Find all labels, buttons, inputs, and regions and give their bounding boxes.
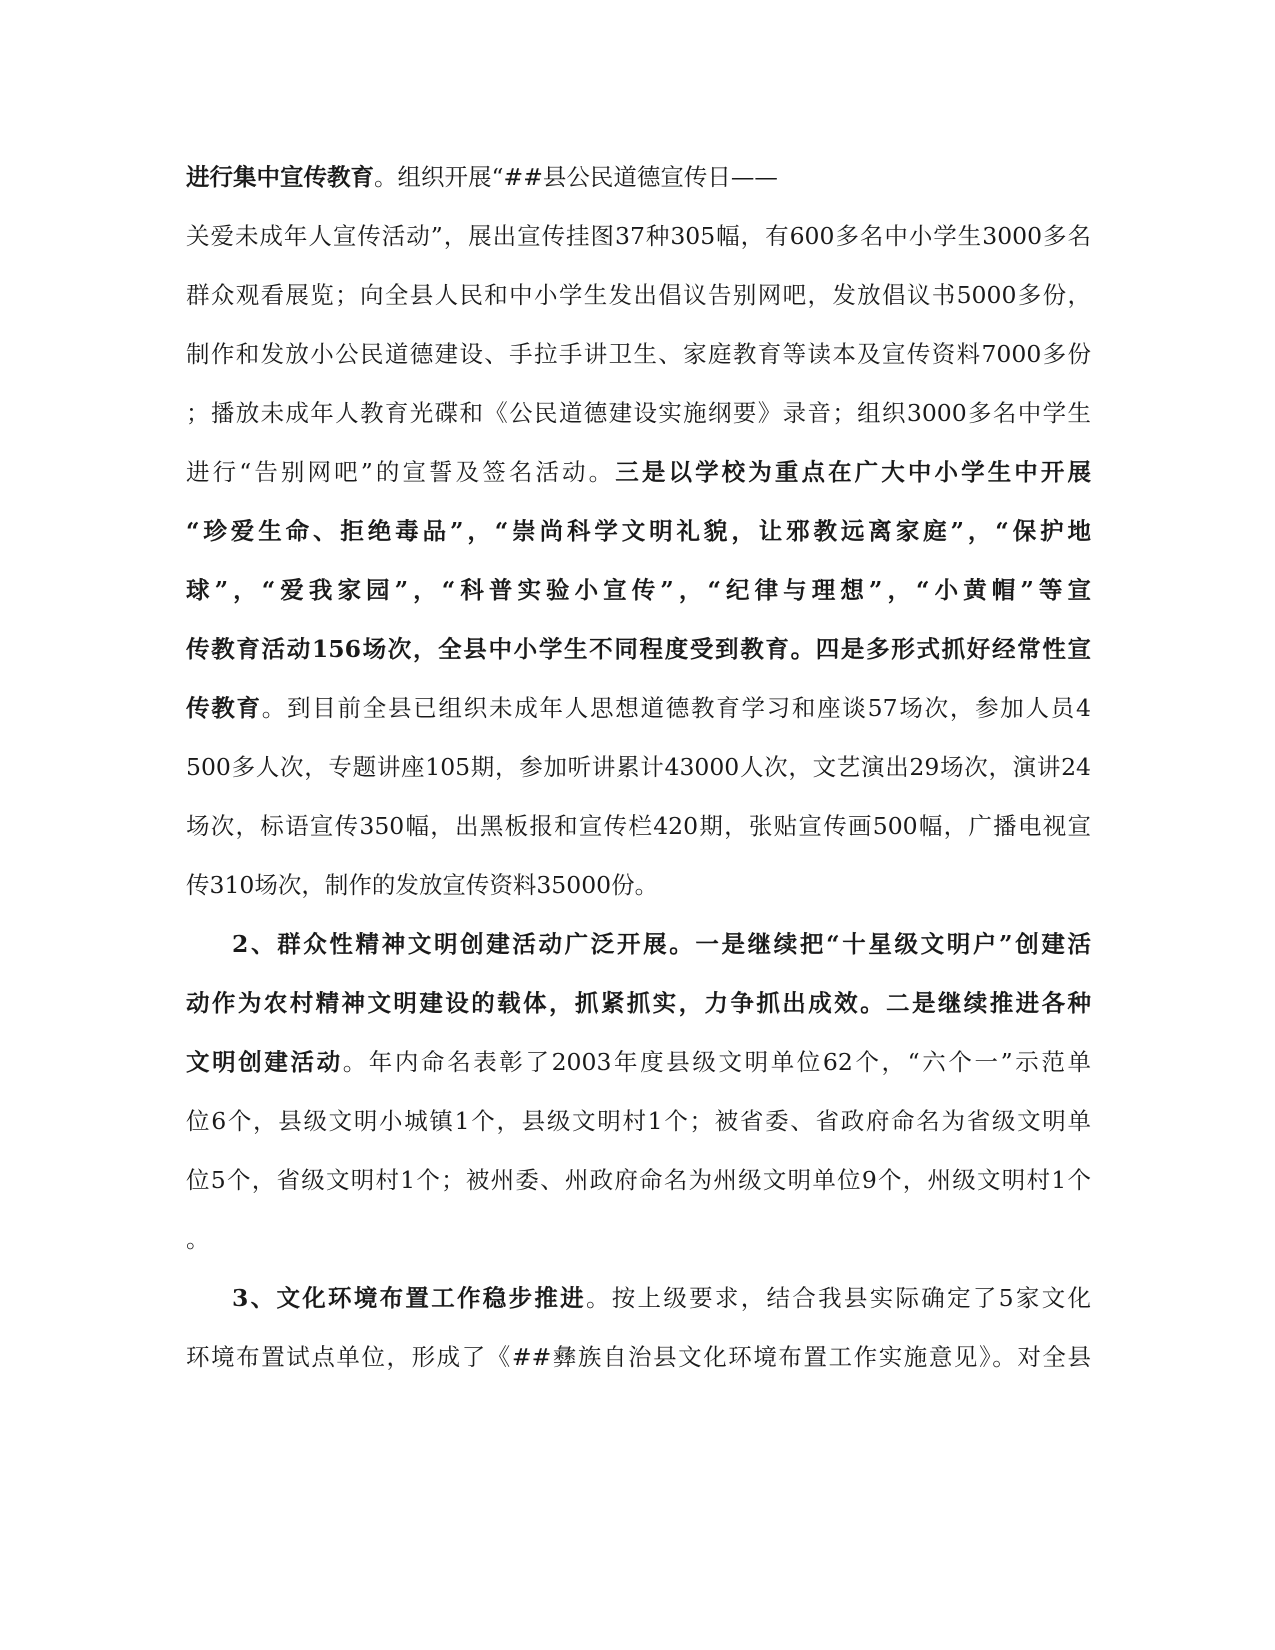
text-line	[186, 325, 1091, 384]
text-line	[186, 797, 1091, 856]
text-line	[186, 443, 1091, 502]
text-span: 动作为农村精神文明建设的载体，抓紧抓实，力争抓出成效。二是继续推进各种	[186, 989, 1091, 1017]
text-line	[186, 1033, 1091, 1092]
text-span: 位5个，省级文明村1个；被州委、州政府命名为州级文明单位9个，州级文明村1个	[186, 1166, 1091, 1194]
text-span: 。到目前全县已组织未成年人思想道德教育学习和座谈57场次，参加人员4	[261, 694, 1092, 722]
text-line	[186, 620, 1091, 679]
text-span: 三是以学校为重点在广大中小学生中开展	[615, 458, 1091, 486]
text-line	[186, 679, 1091, 738]
text-span: 群众观看展览；向全县人民和中小学生发出倡议告别网吧，发放倡议书5000多份，	[186, 281, 1091, 309]
text-span: 制作和发放小公民道德建设、手拉手讲卫生、家庭教育等读本及宣传资料7000多份	[186, 340, 1091, 368]
text-line	[186, 856, 1091, 915]
text-span: 。组织开展“##县公民道德宣传日——	[374, 163, 778, 191]
text-span: 3、文化环境布置工作稳步推进	[232, 1284, 586, 1312]
text-line	[186, 1151, 1091, 1210]
text-span: 。	[186, 1225, 210, 1253]
text-line	[186, 974, 1091, 1033]
text-span: 场次，标语宣传350幅，出黑板报和宣传栏420期，张贴宣传画500幅，广播电视宣	[186, 812, 1091, 840]
text-line	[186, 738, 1091, 797]
text-line	[186, 384, 1091, 443]
paragraph-2-heading-line	[186, 915, 1091, 974]
text-span: “珍爱生命、拒绝毒品”，“崇尚科学文明礼貌，让邪教远离家庭”，“保护地	[186, 517, 1091, 545]
text-span: 位6个，县级文明小城镇1个，县级文明村1个；被省委、省政府命名为省级文明单	[186, 1107, 1091, 1135]
text-span: ；播放未成年人教育光碟和《公民道德建设实施纲要》录音；组织3000多名中学生	[186, 399, 1091, 427]
text-span: 环境布置试点单位，形成了《##彝族自治县文化环境布置工作实施意见》。对全县	[186, 1343, 1091, 1371]
text-span: 500多人次，专题讲座105期，参加听讲累计43000人次，文艺演出29场次，演讲24	[186, 753, 1091, 781]
text-span: 传教育活动156场次，全县中小学生不同程度受到教育。四是多形式抓好经常性宣	[186, 635, 1091, 663]
text-span: 2、群众性精神文明创建活动广泛开展。一是继续把“十星级文明户”创建活	[232, 930, 1091, 958]
text-span: 文明创建活动	[186, 1048, 343, 1076]
text-line	[186, 561, 1091, 620]
text-span: 传教育	[186, 694, 262, 722]
text-span: 。年内命名表彰了2003年度县级文明单位62个，“六个一”示范单	[342, 1048, 1091, 1076]
text-line	[186, 148, 1091, 207]
text-line	[186, 207, 1091, 266]
paragraph-3-heading-line	[186, 1269, 1091, 1328]
body-text	[186, 148, 1091, 1387]
text-span: 进行“告别网吧”的宣誓及签名活动。	[186, 458, 616, 486]
text-span: 。按上级要求，结合我县实际确定了5家文化	[585, 1284, 1091, 1312]
text-line	[186, 1210, 1091, 1269]
text-line	[186, 502, 1091, 561]
text-span: 球”，“爱我家园”，“科普实验小宣传”，“纪律与理想”，“小黄帽”等宣	[186, 576, 1091, 604]
text-span: 进行集中宣传教育	[186, 163, 374, 191]
text-span: 传310场次，制作的发放宣传资料35000份。	[186, 871, 659, 899]
text-line	[186, 266, 1091, 325]
text-line	[186, 1328, 1091, 1387]
text-line	[186, 1092, 1091, 1151]
text-span: 关爱未成年人宣传活动”，展出宣传挂图37种305幅，有600多名中小学生3000多名	[186, 222, 1091, 250]
